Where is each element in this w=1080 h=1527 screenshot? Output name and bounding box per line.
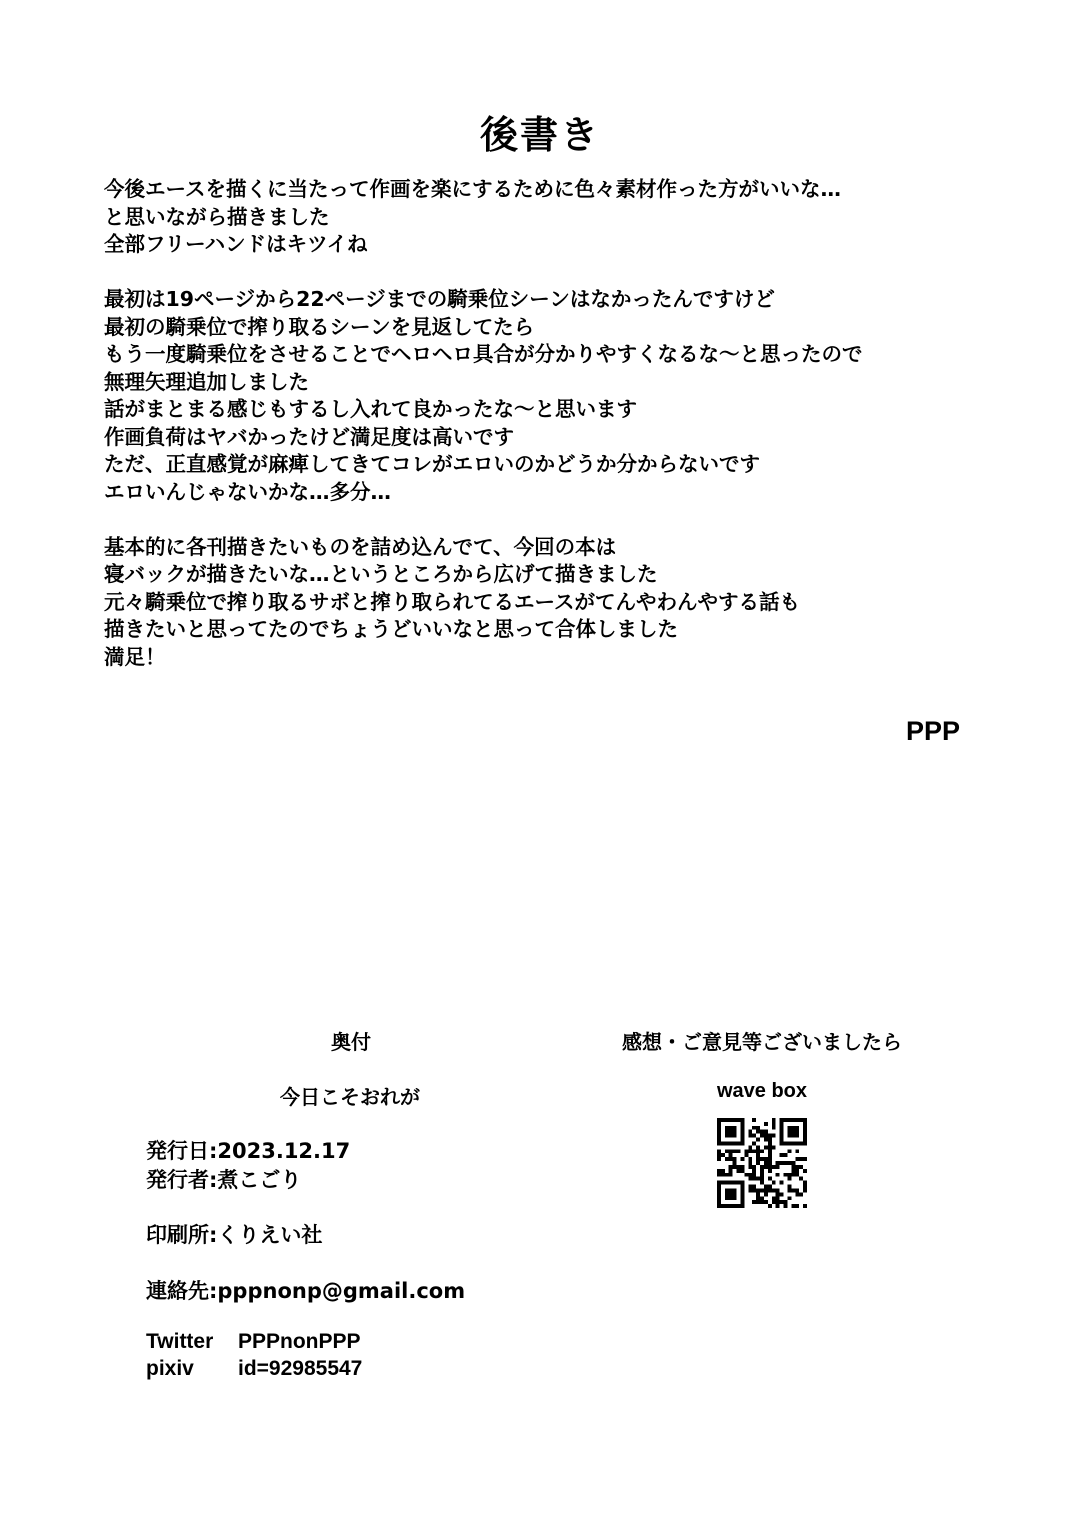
- text-line: 元々騎乗位で搾り取るサボと搾り取られてるエースがてんやわんやする話も: [104, 589, 800, 614]
- text-line: 作画負荷はヤバかったけど満足度は高いです: [104, 424, 514, 449]
- book-title: 今日こそおれが: [280, 1085, 420, 1109]
- text-line: ただ、正直感覚が麻痺してきてコレがエロいのかどうか分からないです: [104, 452, 760, 476]
- colophon-heading: 奥付: [331, 1030, 371, 1054]
- publish-date: 発行日:2023.12.17: [146, 1139, 351, 1163]
- afterword-body: [104, 176, 1004, 671]
- text-line: 基本的に各刊描きたいものを詰め込んでて、今回の本は: [104, 534, 617, 559]
- author-signature: PPP: [905, 716, 960, 746]
- text-line: 話がまとまる感じもするし入れて良かったな〜と思います: [104, 397, 637, 421]
- text-line: 最初の騎乗位で搾り取るシーンを見返してたら: [104, 314, 535, 339]
- pixiv-id: id=92985547: [238, 1357, 363, 1380]
- text-line: 満足！: [104, 644, 166, 669]
- printer: 印刷所:くりえい社: [146, 1223, 323, 1247]
- contact-email: 連絡先:pppnonp@gmail.com: [146, 1279, 466, 1303]
- paragraph: [104, 286, 1004, 506]
- text-line: 全部フリーハンドはキツイね: [104, 232, 368, 256]
- twitter-label: Twitter: [146, 1330, 214, 1353]
- text-line: 今後エースを描くに当たって作画を楽にするために色々素材作った方がいいな…: [104, 177, 841, 201]
- feedback-text: 感想・ご意見等ございましたら: [622, 1030, 902, 1054]
- qr-code-icon[interactable]: [716, 1118, 808, 1208]
- text-line: 寝バックが描きたいな…というところから広げて描きました: [104, 562, 658, 586]
- pixiv-row: [146, 1357, 362, 1381]
- twitter-handle: PPPnonPPP: [238, 1330, 361, 1353]
- page-title: 後書き: [479, 113, 600, 157]
- text-line: 最初は19ページから22ページまでの騎乗位シーンはなかったんですけど: [104, 287, 775, 311]
- publisher: 発行者:煮こごり: [146, 1168, 302, 1192]
- text-line: 無理矢理追加しました: [104, 369, 309, 394]
- text-line: 描きたいと思ってたのでちょうどいいなと思って合体しました: [104, 617, 678, 641]
- wavebox-label: wave box: [716, 1080, 808, 1102]
- paragraph: [104, 176, 1004, 259]
- paragraph: [104, 534, 1004, 672]
- text-line: エロいんじゃないかな…多分…: [104, 479, 391, 504]
- text-line: と思いながら描きました: [104, 204, 330, 229]
- pixiv-label: pixiv: [146, 1357, 194, 1380]
- text-line: もう一度騎乗位をさせることでヘロヘロ具合が分かりやすくなるな〜と思ったので: [104, 342, 863, 366]
- twitter-row: [146, 1330, 361, 1354]
